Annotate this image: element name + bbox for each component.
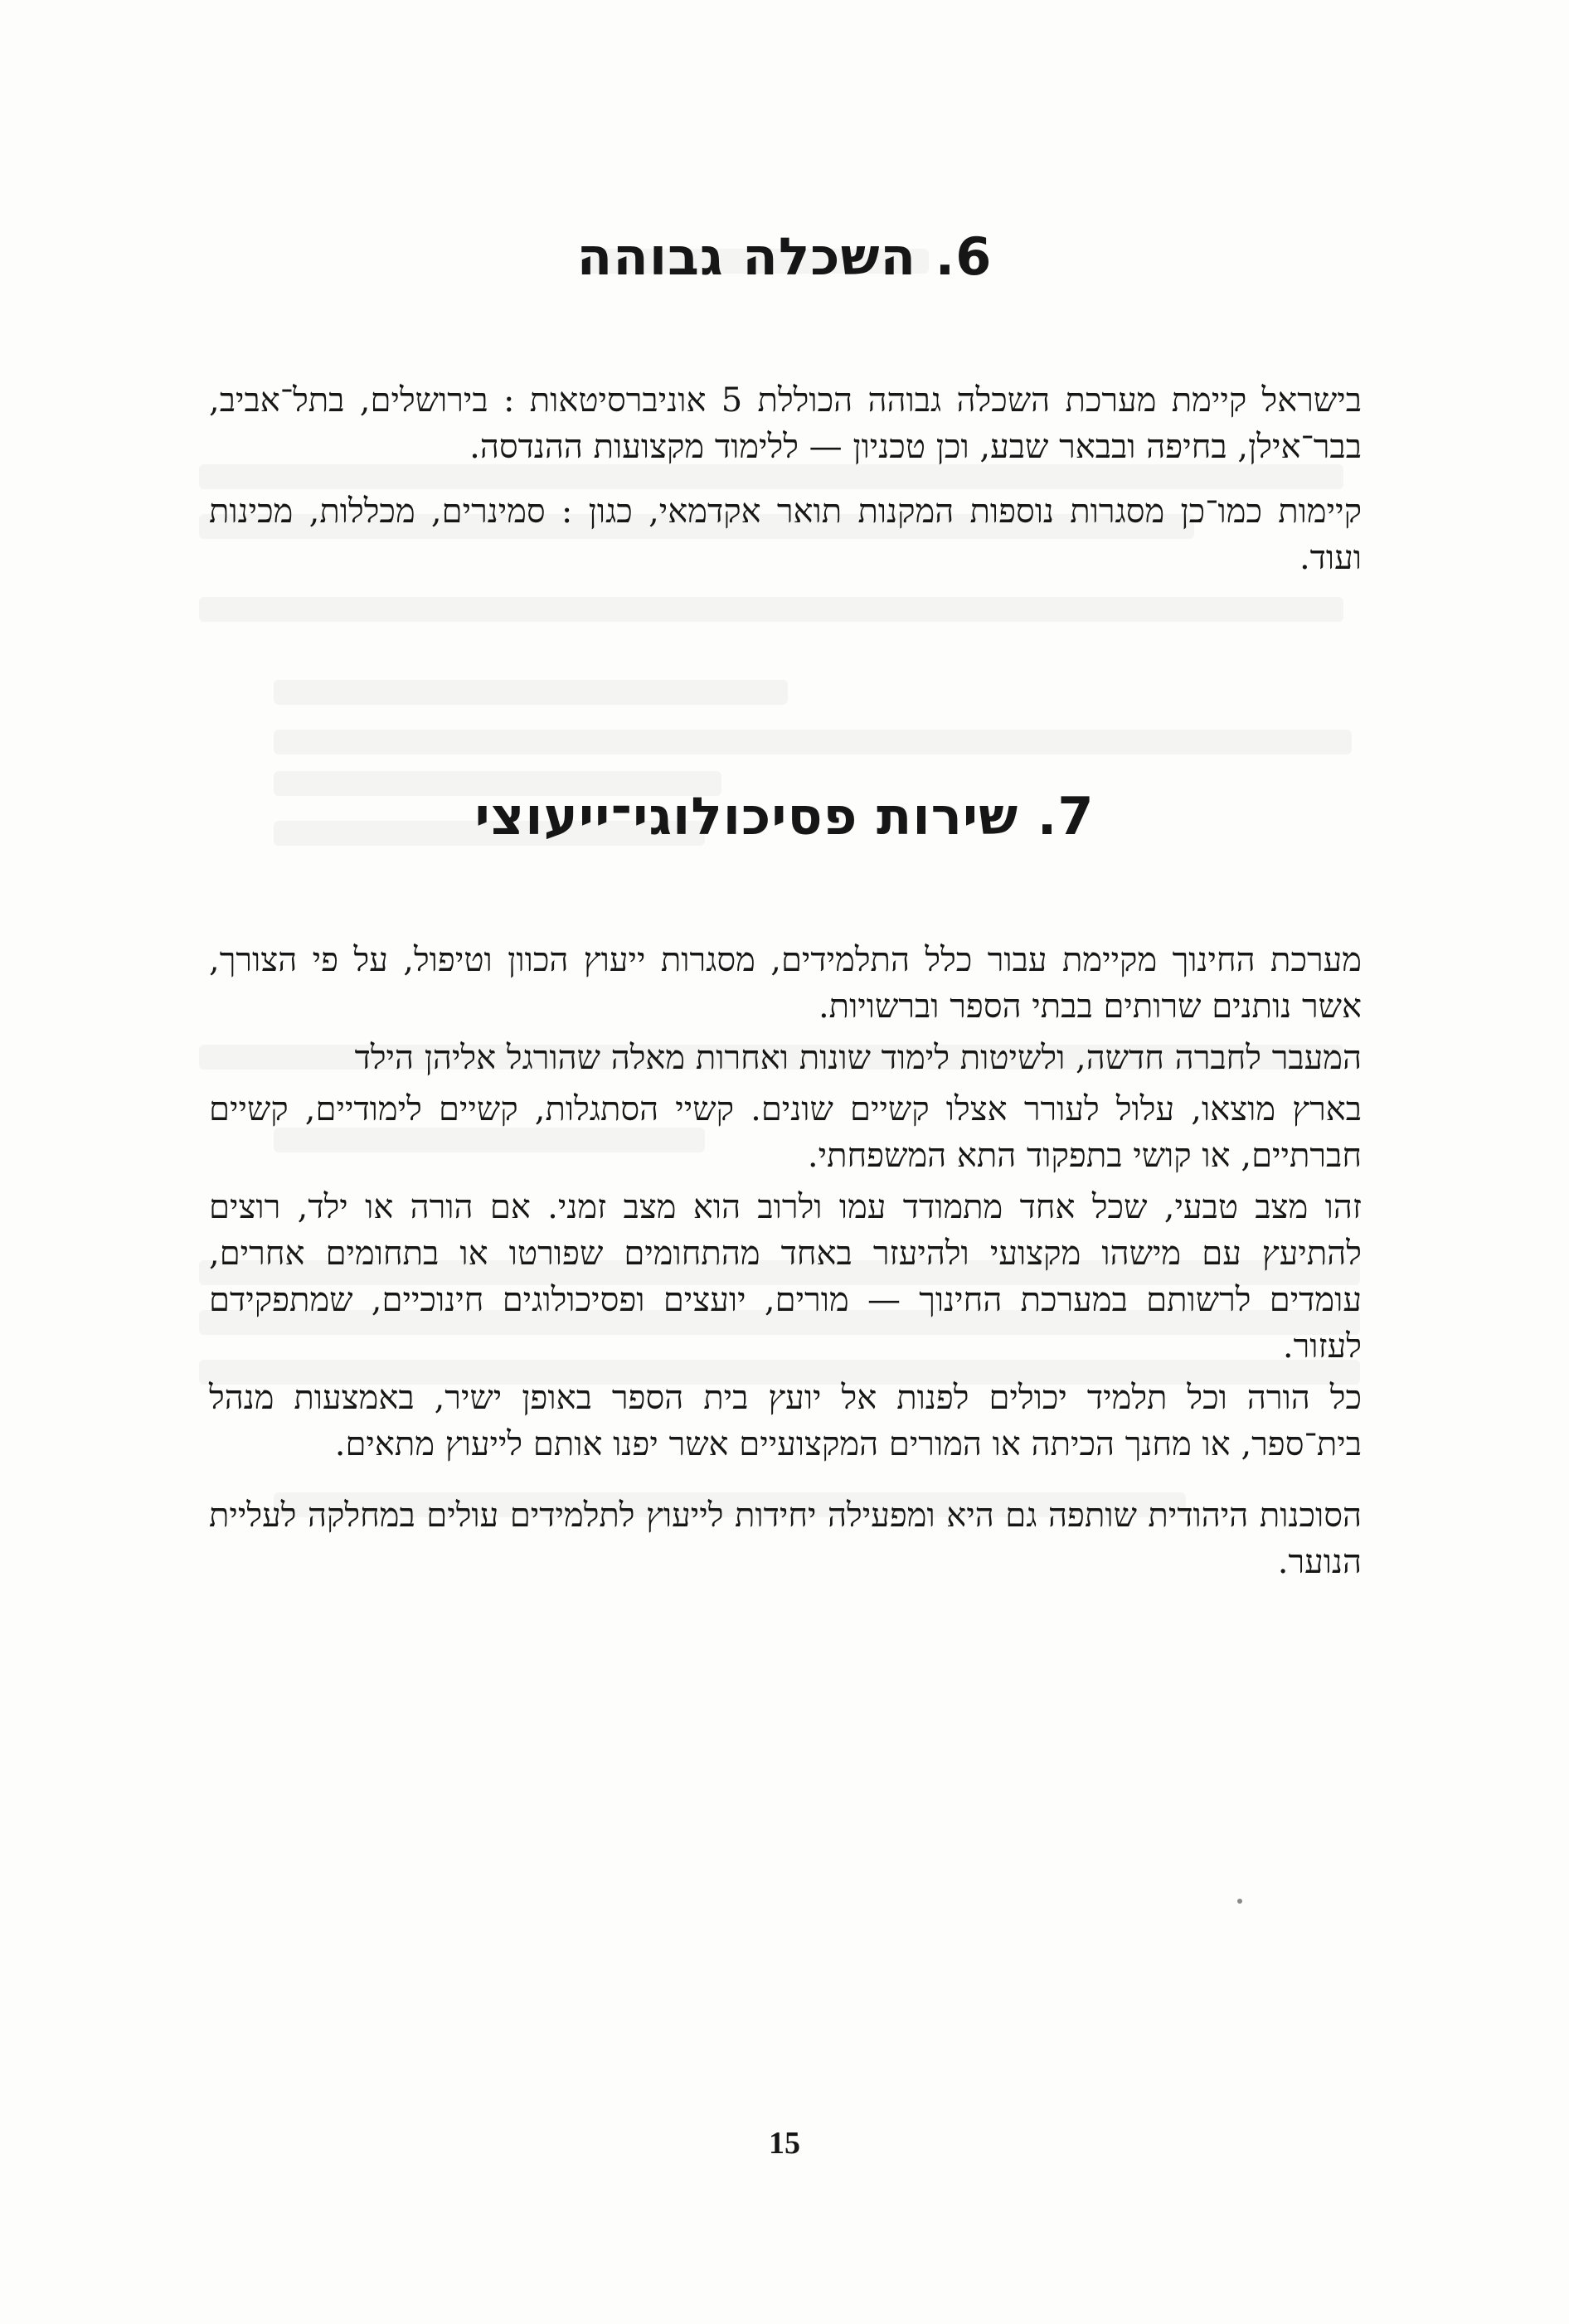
section-higher-education-body bbox=[209, 377, 1362, 599]
paragraph-difficulties: בארץ מוצאו, עלול לעורר אצלו קשיים שונים. קשיי הסתגלות, קשיים לימודיים, קשיים חברתיים, או קושי בתפקוד התא המשפחתי. bbox=[209, 1090, 1363, 1175]
section-psychological-service-body bbox=[209, 937, 1362, 1604]
paragraph-counseling-frameworks: מערכת החינוך מקיימת עבור כלל התלמידים, מסגרות ייעוץ הכוון וטיפול, על פי הצורך, אשר נותנים שרותים בבתי הספר וברשויות. bbox=[209, 941, 1362, 1026]
page-number: 15 bbox=[769, 2126, 800, 2161]
paragraph-universities: בישראל קיימת מערכת השכלה גבוהה הכוללת 5 אוניברסיטאות : בירושלים, בתל־אביב, בבר־אילן, בחיפה ובבאר שבע, וכן טכניון — ללימוד מקצועות ההנדסה. bbox=[209, 381, 1362, 466]
section-heading-psychological-service: 7. שירות פסיכולוגי־ייעוצי bbox=[474, 786, 1095, 847]
paragraph-natural-situation: זהו מצב טבעי, שכל אחד מתמודד עמו ולרוב הוא מצב זמני. אם הורה או ילד, רוצים להתיעץ עם מישהו מקצועי ולהיעזר באחד מהתחומים שפורטו או בתחומים אחרים, עומדים לרשותם במערכת החינוך — מורים, יועצים ופסיכולוגים חינוכיים, שמתפקידם לעזור. bbox=[209, 1188, 1362, 1366]
paragraph-jewish-agency: הסוכנות היהודית שותפה גם היא ומפעילה יחידות לייעוץ לתלמידים עולים במחלקה לעליית הנוער. bbox=[209, 1497, 1362, 1581]
stray-ink-dot bbox=[1237, 1899, 1242, 1904]
paragraph-transition: המעבר לחברה חדשה, ולשיטות לימוד שונות ואחרות מאלה שהורגל אליהן הילד bbox=[354, 1039, 1362, 1077]
paragraph-academic-frameworks: קיימות כמו־כן מסגרות נוספות המקנות תואר אקדמאי, כגון : סמינרים, מכללות, מכינות ועוד. bbox=[209, 492, 1362, 577]
paragraph-school-counselor: כל הורה וכל תלמיד יכולים לפנות אל יועץ בית הספר באופן ישיר, באמצעות מנהל בית־ספר, או מחנך הכיתה או המורים המקצועיים אשר יפנו אותם לייעוץ מתאים. bbox=[209, 1379, 1362, 1463]
section-heading-higher-education: 6. השכלה גבוהה bbox=[576, 226, 993, 287]
